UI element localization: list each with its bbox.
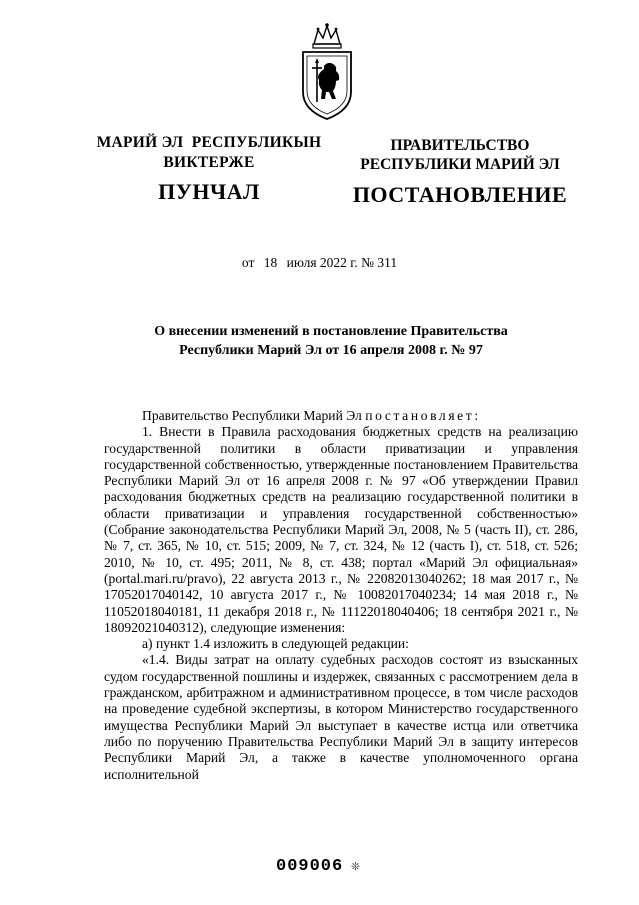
paragraph-1: 1. Внести в Правила расходования бюджетных средств на реализацию государственной политики в области приватизации и управления государственной собственностью, утвержденные постановлением Правительства Республики Марий Эл от 16 апреля 2008 г. № 97 «Об утверждении Правил расходования бюджетных средств на реализацию государственной политики в области приватизации и управления государственной собственностью» (Собрание законодательства Республики Марий Эл, 2008, № 5 (часть II), ст. 286, № 7, ст. 365, № 10, ст. 515; 2009, № 7, ст. 324, № 12 (часть I), ст. 518, ст. 526; 2010, № 10, ст. 495; 2011, № 8, ст. 438; портал «Марий Эл официальная» (portal.mari.ru/pravo), 22 августа 2013 г., № 22082013040262; 18 мая 2017 г., № 17052017040142, 10 августа 2017 г., № 10082017040234; 14 мая 2018 г., № 11052018040181, 11 декабря 2018 г., № 11122018040406; 18 сентября 2021 г., № 18092021040312), следующие изменения:	[104, 424, 578, 635]
serial-text: 009006	[276, 857, 344, 876]
date-day: 18	[263, 255, 278, 270]
serial-number	[276, 857, 361, 876]
star-mark-icon: ❊	[351, 859, 361, 875]
header-left	[90, 133, 328, 207]
header-right	[348, 136, 572, 210]
header-left-line2: ВИКТЕРЖЕ	[163, 154, 255, 171]
document-body	[104, 408, 578, 783]
paragraph-a: а) пункт 1.4 изложить в следующей редакции:	[142, 636, 409, 652]
date-number: 311	[377, 255, 398, 270]
header-right-line1: ПРАВИТЕЛЬСТВО	[390, 137, 530, 154]
coat-of-arms-icon	[298, 22, 356, 122]
document-title	[90, 322, 572, 360]
date-line	[0, 255, 639, 271]
date-number-sign: №	[361, 255, 374, 270]
header-right-doc-type: ПОСТАНОВЛЕНИЕ	[352, 182, 568, 207]
title-line1: О внесении изменений в постановление Правительства	[154, 324, 508, 339]
header-left-doc-type: ПУНЧАЛ	[158, 179, 260, 204]
header-right-line2: РЕСПУБЛИКИ МАРИЙ ЭЛ	[360, 156, 560, 173]
preamble-text: Правительство Республики Марий Эл	[142, 408, 366, 423]
paragraph-preamble	[104, 408, 578, 424]
date-month-year: июля 2022 г.	[286, 255, 358, 270]
preamble-spaced: постановляет:	[365, 408, 481, 423]
paragraph-1-4: «1.4. Виды затрат на оплату судебных расходов состоят из взысканных судом государственной пошлины и издержек, связанных с рассмотрением дела в гражданском, арбитражном и административном процессе, в том числе расходов на проведение судебной экспертизы, в котором Министерство государственного имущества Республики Марий Эл выступает в качестве истца или ответчика либо по поручению Правительства Республики Марий Эл в защиту интересов Республики Марий Эл, а также в качестве уполномоченного органа исполнительной	[104, 652, 578, 782]
title-line2: Республики Марий Эл от 16 апреля 2008 г. № 97	[179, 343, 483, 358]
date-prefix: от	[241, 255, 255, 270]
header-left-line1: МАРИЙ ЭЛ РЕСПУБЛИКЫН	[96, 134, 322, 151]
